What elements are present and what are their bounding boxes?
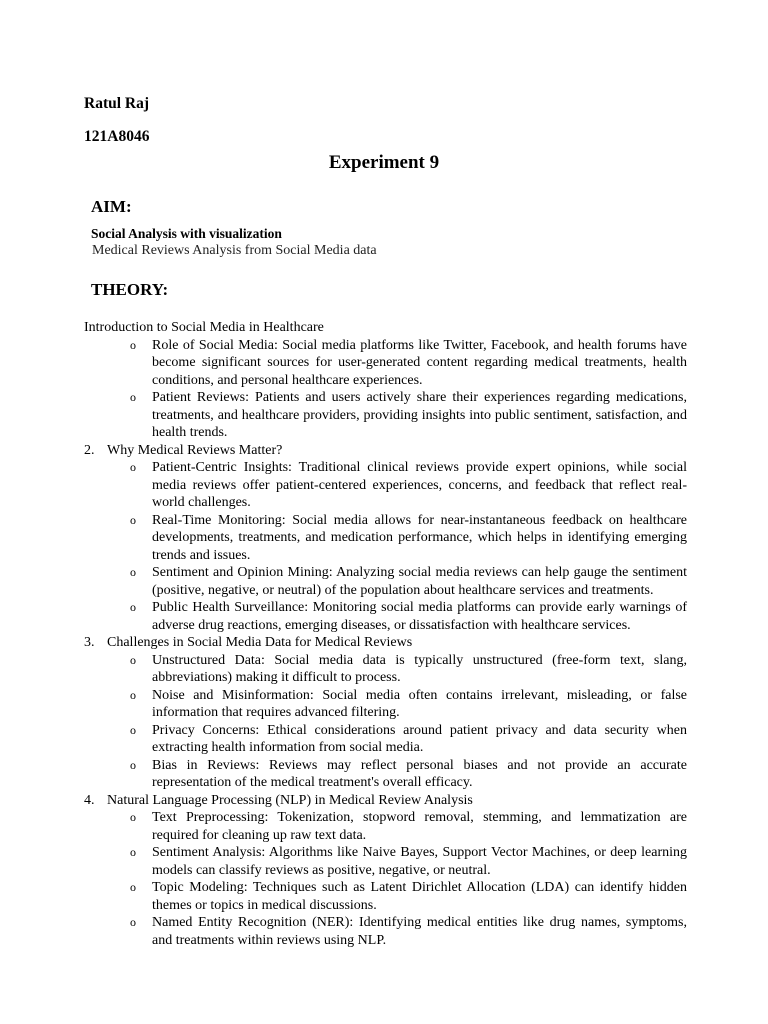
bullet-icon: o <box>130 460 136 474</box>
bullet-icon: o <box>130 845 136 859</box>
section-title <box>84 792 687 810</box>
bullet-text: Patient Reviews: Patients and users actively share their experiences regarding medications, treatments, and healthcare providers, providing insights into public sentiment, satisfaction, and health trends. <box>152 390 687 440</box>
bullet-text: Sentiment Analysis: Algorithms like Naive Bayes, Support Vector Machines, or deep learning models can classify reviews as positive, negative, or neutral. <box>152 845 687 878</box>
section-title-text: Challenges in Social Media Data for Medical Reviews <box>107 635 413 650</box>
list-item <box>84 512 687 565</box>
bullet-text: Patient-Centric Insights: Traditional clinical reviews provide expert opinions, while social media reviews offer patient-centered experiences, concerns, and feedback that reflect real-world challenges. <box>152 460 687 510</box>
bullet-list <box>84 652 687 792</box>
section-title-text: Natural Language Processing (NLP) in Medical Review Analysis <box>107 792 473 808</box>
bullet-text: Real-Time Monitoring: Social media allows for near-instantaneous feedback on healthcare developments, treatments, and medication performance, which helps in identifying emerging trends and issues. <box>152 512 687 563</box>
bullet-icon: o <box>130 915 136 929</box>
experiment-title: Experiment 9 <box>328 152 440 173</box>
bullet-icon: o <box>130 880 136 894</box>
list-item <box>84 459 687 512</box>
aim-description: Medical Reviews Analysis from Social Media data <box>92 243 377 258</box>
bullet-icon: o <box>130 757 136 772</box>
theory-section <box>84 634 687 792</box>
theory-section <box>84 792 687 950</box>
section-title <box>84 442 687 460</box>
bullet-text: Public Health Surveillance: Monitoring social media platforms can provide early warnings of adverse drug reactions, emerging diseases, or dissatisfaction with healthcare services. <box>152 600 687 633</box>
section-title <box>84 319 687 337</box>
theory-heading: THEORY: <box>91 280 169 299</box>
bullet-icon: o <box>130 337 136 352</box>
list-item <box>84 809 687 844</box>
section-number: 4. <box>84 792 95 808</box>
aim-subheading: Social Analysis with visualization <box>91 226 282 241</box>
bullet-list <box>84 337 687 442</box>
bullet-text: Unstructured Data: Social media data is typically unstructured (free-form text, slang, abbreviations) making it difficult to process. <box>152 652 687 685</box>
list-item <box>84 599 687 634</box>
list-item <box>84 389 687 442</box>
list-item <box>84 757 687 792</box>
bullet-icon: o <box>130 565 136 579</box>
list-item <box>84 879 687 914</box>
list-item <box>84 687 687 722</box>
list-item <box>84 722 687 757</box>
list-item <box>84 914 687 949</box>
bullet-icon: o <box>130 722 136 737</box>
bullet-text: Text Preprocessing: Tokenization, stopword removal, stemming, and lemmatization are required for cleaning up raw text data. <box>152 810 687 843</box>
section-title-text: Why Medical Reviews Matter? <box>107 442 283 458</box>
section-title <box>84 634 687 652</box>
section-number: 2. <box>84 442 95 458</box>
bullet-text: Sentiment and Opinion Mining: Analyzing social media reviews can help gauge the sentiment (positive, negative, or neutral) of the population about healthcare services and treatments. <box>152 565 687 598</box>
bullet-list <box>84 459 687 634</box>
theory-sections <box>84 319 687 949</box>
aim-heading: AIM: <box>91 197 132 216</box>
bullet-list <box>84 809 687 949</box>
bullet-icon: o <box>130 810 136 824</box>
list-item <box>84 337 687 390</box>
bullet-text: Topic Modeling: Techniques such as Latent Dirichlet Allocation (LDA) can identify hidden themes or topics in medical discussions. <box>152 880 687 913</box>
bullet-text: Named Entity Recognition (NER): Identifying medical entities like drug names, symptoms, and treatments within reviews using NLP. <box>152 915 687 948</box>
roll-number: 121A8046 <box>84 128 150 145</box>
bullet-text: Noise and Misinformation: Social media often contains irrelevant, misleading, or false information that requires advanced filtering. <box>152 687 687 720</box>
list-item <box>84 652 687 687</box>
bullet-text: Privacy Concerns: Ethical considerations around patient privacy and data security when extracting health information from social media. <box>152 722 687 755</box>
author-name: Ratul Raj <box>84 95 150 112</box>
section-title-text: Introduction to Social Media in Healthcare <box>84 320 324 335</box>
bullet-icon: o <box>130 512 136 527</box>
bullet-icon: o <box>130 687 136 702</box>
bullet-icon: o <box>130 390 136 404</box>
list-item <box>84 564 687 599</box>
bullet-text: Bias in Reviews: Reviews may reflect personal biases and not provide an accurate representation of the medical treatment's overall efficacy. <box>152 757 687 790</box>
theory-section <box>84 442 687 635</box>
theory-section <box>84 319 687 442</box>
list-item <box>84 844 687 879</box>
bullet-icon: o <box>130 600 136 614</box>
bullet-icon: o <box>130 652 136 667</box>
bullet-text: Role of Social Media: Social media platforms like Twitter, Facebook, and health forums have become significant sources for user-generated content regarding medical treatments, health conditions, and personal healthcare experiences. <box>152 337 687 388</box>
section-number: 3. <box>84 635 95 650</box>
